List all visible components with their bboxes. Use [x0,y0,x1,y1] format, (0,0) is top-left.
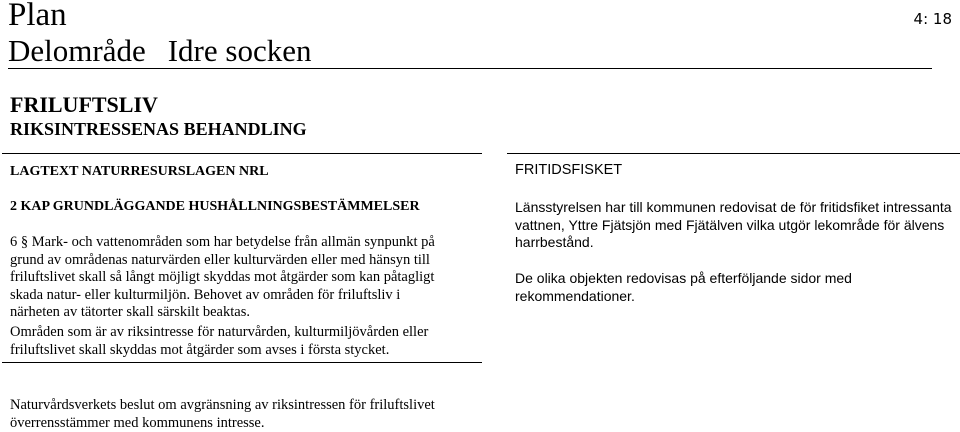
fishing-box [507,153,960,362]
text-line: överrensstämmer med kommunens intresse. [10,415,435,432]
footer-note [10,397,435,432]
text-line: vattnen, Yttre Fjätsjön med Fjätälven vilka utgör lekområde för älvens [515,217,952,235]
area-name: Idre socken [168,33,312,68]
law-paragraph-2 [10,324,470,359]
area-heading [8,34,311,68]
page-title: Plan [8,0,67,33]
text-line: rekommendationer. [515,288,852,306]
fishing-paragraph-2 [515,270,852,305]
section-subtitle: RIKSINTRESSENAS BEHANDLING [10,119,307,140]
law-paragraph-1 [10,234,470,322]
law-heading: LAGTEXT NATURRESURSLAGEN NRL [10,164,269,180]
section-title: FRILUFTSLIV [10,92,158,118]
text-line: harrbestånd. [515,234,952,252]
page-number: 4: 18 [914,10,952,28]
header-rule [8,68,932,69]
fishing-paragraph-1 [515,199,952,252]
text-line: friluftslivet skall skyddas mot åtgärder som avses i första stycket. [10,342,470,360]
text-line: 6 § Mark- och vattenområden som har betydelse från allmän synpunkt på [10,234,470,252]
text-line: Naturvårdsverkets beslut om avgränsning av riksintressen för friluftslivet [10,397,435,415]
text-line: Områden som är av riksintresse för naturvården, kulturmiljövården eller [10,324,470,342]
fishing-heading: FRITIDSFISKET [515,162,622,178]
text-line: grund av områdenas naturvärden eller kulturvärden eller med hänsyn till [10,252,470,270]
text-line: närheten av tätorter skall särskilt beaktas. [10,304,470,322]
text-line: skada natur- eller kulturmiljön. Behovet av områden för friluftsliv i [10,287,470,305]
chapter-heading: 2 KAP GRUNDLÄGGANDE HUSHÅLLNINGSBESTÄMMELSER [10,199,420,215]
law-text-box [2,153,482,363]
text-line: De olika objekten redovisas på efterföljande sidor med [515,270,852,288]
text-line: Länsstyrelsen har till kommunen redovisat de för fritidsfiket intressanta [515,199,952,217]
text-line: friluftslivet skall så långt möjligt skyddas mot åtgärder som kan påtagligt [10,269,470,287]
area-label: Delområde [8,33,146,68]
